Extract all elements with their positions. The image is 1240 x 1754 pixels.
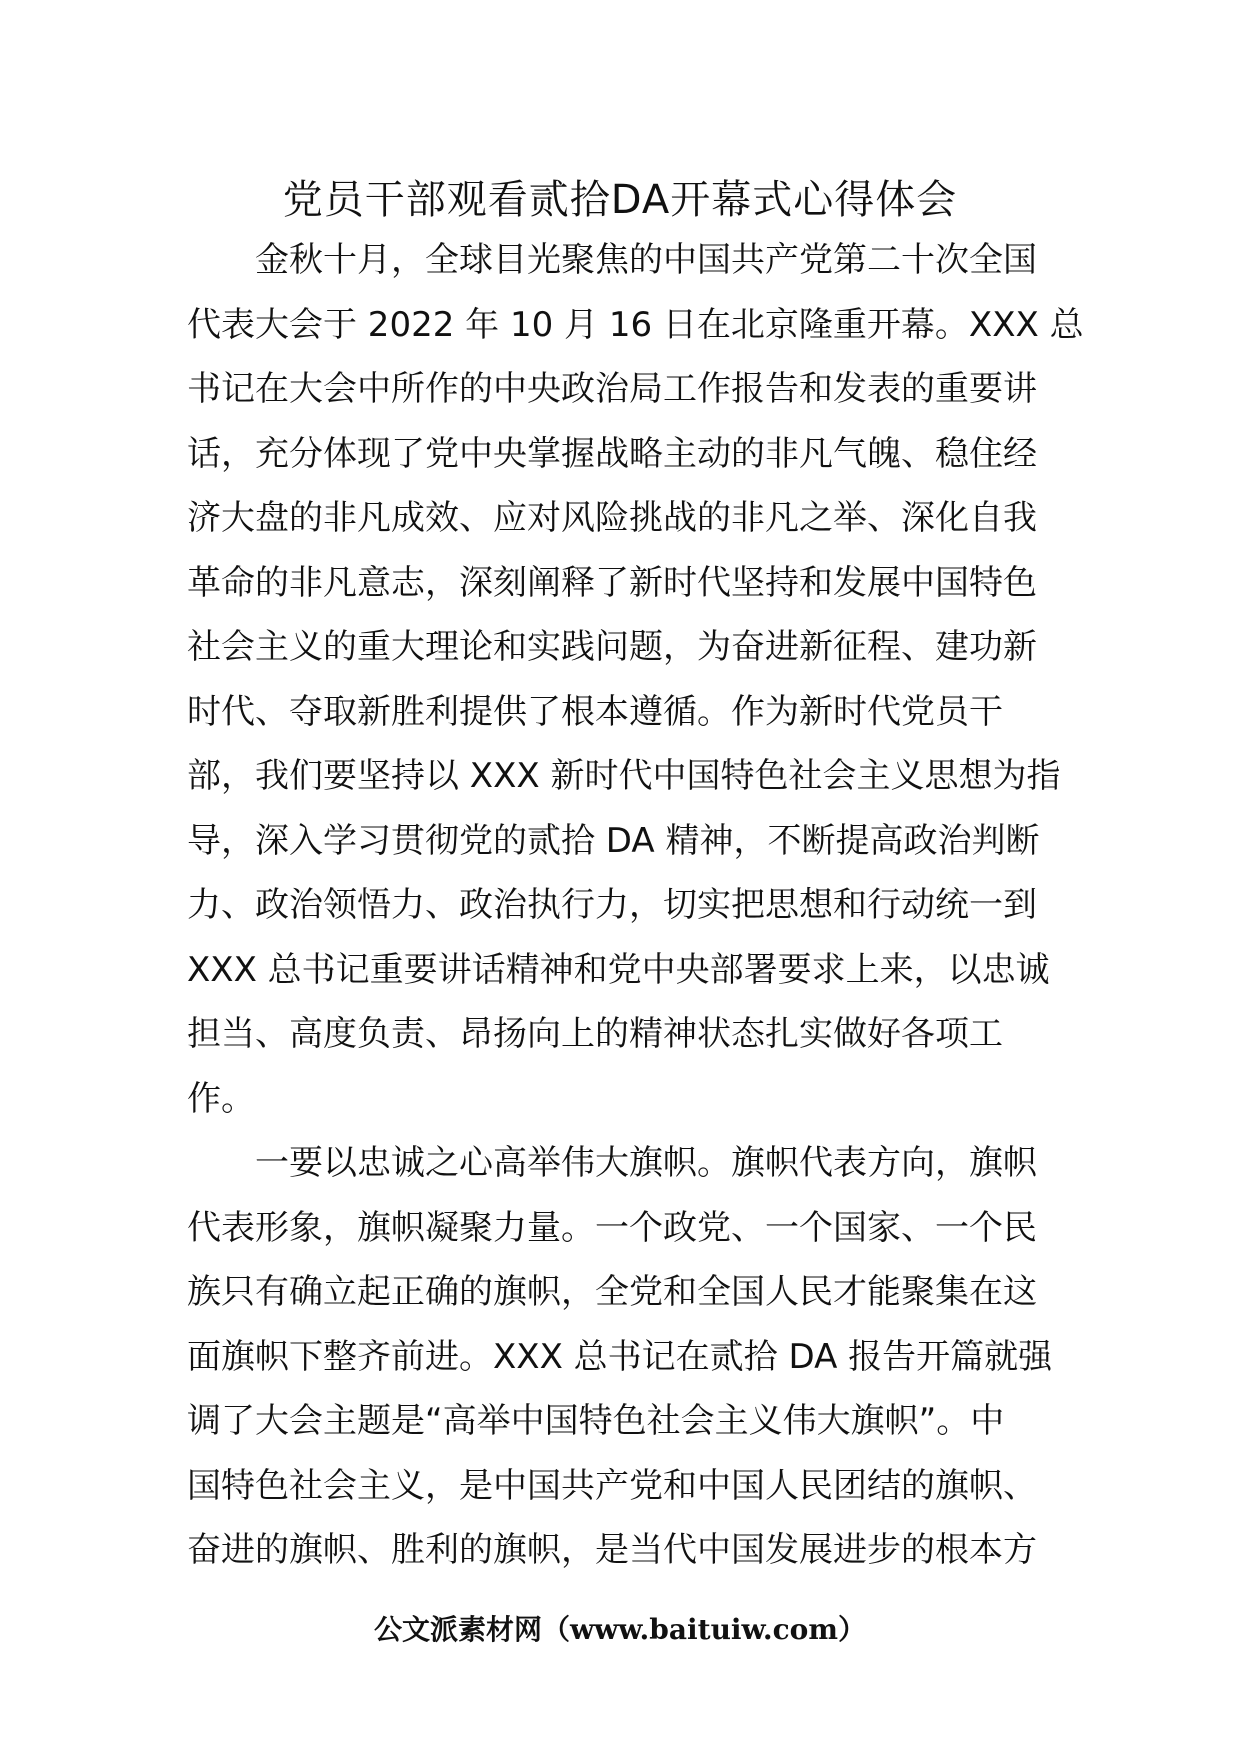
paragraph-line: 社会主义的重大理论和实践问题，为奋进新征程、建功新: [187, 627, 1037, 667]
paragraph-line: 时代、夺取新胜利提供了根本遵循。作为新时代党员干: [187, 691, 1003, 732]
paragraph-line: 面旗帜下整齐前进。XXX 总书记在贰拾 DA 报告开篇就强: [187, 1336, 1053, 1377]
paragraph-line: 革命的非凡意志，深刻阐释了新时代坚持和发展中国特色: [187, 562, 1037, 603]
paragraph-line: 力、政治领悟力、政治执行力，切实把思想和行动统一到: [187, 885, 1037, 925]
paragraph-line: 金秋十月，全球目光聚焦的中国共产党第二十次全国: [255, 240, 1037, 280]
paragraph-line: 一要以忠诚之心高举伟大旗帜。旗帜代表方向，旗帜: [255, 1143, 1037, 1183]
paragraph-line: 代表形象，旗帜凝聚力量。一个政党、一个国家、一个民: [187, 1207, 1037, 1248]
paragraph-line: 书记在大会中所作的中央政治局工作报告和发表的重要讲: [187, 369, 1037, 409]
paragraph-line: 部，我们要坚持以 XXX 新时代中国特色社会主义思想为指: [187, 756, 1061, 796]
paragraph-line: 作。: [187, 1078, 255, 1119]
footer-source: 公文派素材网（www.baituiw.com）: [374, 1613, 866, 1646]
document-body: [187, 228, 1084, 1583]
paragraph-line: 奋进的旗帜、胜利的旗帜，是当代中国发展进步的根本方: [187, 1530, 1037, 1570]
paragraph-line: 话，充分体现了党中央掌握战略主动的非凡气魄、稳住经: [187, 433, 1037, 474]
paragraph-line: 济大盘的非凡成效、应对风险挑战的非凡之举、深化自我: [187, 498, 1037, 538]
paragraph-line: 族只有确立起正确的旗帜，全党和全国人民才能聚集在这: [187, 1272, 1037, 1312]
paragraph-line: 代表大会于 2022 年 10 月 16 日在北京隆重开幕。XXX 总: [187, 304, 1084, 345]
paragraph-line: 国特色社会主义，是中国共产党和中国人民团结的旗帜、: [187, 1465, 1037, 1506]
paragraph-line: 导，深入学习贯彻党的贰拾 DA 精神，不断提高政治判断: [187, 820, 1040, 861]
document-title: 党员干部观看贰拾DA开幕式心得体会: [282, 177, 958, 223]
paragraph-line: 担当、高度负责、昂扬向上的精神状态扎实做好各项工: [187, 1014, 1003, 1054]
paragraph-line: XXX 总书记重要讲话精神和党中央部署要求上来，以忠诚: [187, 949, 1050, 990]
paragraph-line: 调了大会主题是“高举中国特色社会主义伟大旗帜”。中: [187, 1401, 1005, 1441]
